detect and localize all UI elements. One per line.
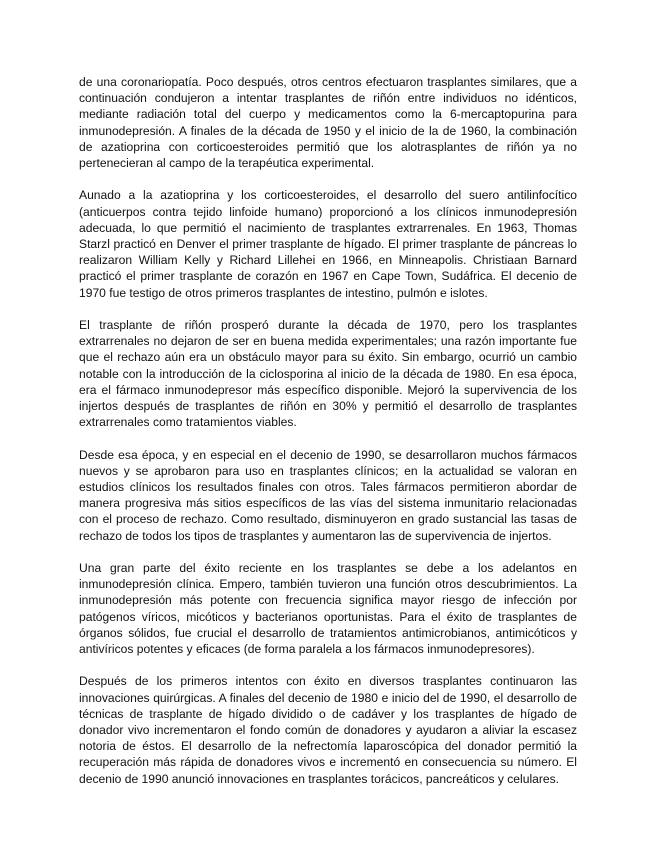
document-page	[79, 74, 577, 803]
paragraph-2: Aunado a la azatioprina y los corticoesteroides, el desarrollo del suero antilinfocítico (anticuerpos contra tejido linfoide humano) proporcionó a los clínicos inmunodepresión adecuada, lo que permitió el nacimiento de trasplantes extrarrenales. En 1963, Thomas Starzl practicó en Denver el primer trasplante de hígado. El primer trasplante de páncreas lo realizaron William Kelly y Richard Lillehei en 1966, en Minneapolis. Christiaan Barnard practicó el primer trasplante de corazón en 1967 en Cape Town, Sudáfrica. El decenio de 1970 fue testigo de otros primeros trasplantes de intestino, pulmón e islotes.	[79, 188, 577, 300]
paragraph-6: Después de los primeros intentos con éxito en diversos trasplantes continuaron las innovaciones quirúrgicas. A finales del decenio de 1980 e inicio del de 1990, el desarrollo de técnicas de trasplante de hígado dividido o de cadáver y los trasplantes de hígado de donador vivo incrementaron el fondo común de donadores y ayudaron a aliviar la escasez notoria de éstos. El desarrollo de la nefrectomía laparoscópica del donador permitió la recuperación más rápida de donadores vivos e incrementó en consecuencia su número. El decenio de 1990 anunció innovaciones en trasplantes torácicos, pancreáticos y celulares.	[79, 674, 577, 786]
paragraph-4: Desde esa época, y en especial en el decenio de 1990, se desarrollaron muchos fármacos nuevos y se aprobaron para uso en trasplantes clínicos; en la actualidad se valoran en estudios clínicos los resultados finales con otros. Tales fármacos permitieron abordar de manera progresiva más sitios específicos de las vías del sistema inmunitario relacionadas con el proceso de rechazo. Como resultado, disminuyeron en grado sustancial las tasas de rechazo de todos los tipos de trasplantes y aumentaron las de supervivencia de injertos.	[79, 447, 577, 543]
paragraph-3: El trasplante de riñón prosperó durante la década de 1970, pero los trasplantes extrarrenales no dejaron de ser en buena medida experimentales; una razón importante fue que el rechazo aún era un obstáculo mayor para su éxito. Sin embargo, ocurrió un cambio notable con la introducción de la ciclosporina al inicio de la década de 1980. En esa época, era el fármaco inmunodepresor más específico disponible. Mejoró la supervivencia de los injertos después de trasplantes de riñón en 30% y permitió el desarrollo de trasplantes extrarrenales como tratamientos viables.	[79, 318, 577, 430]
paragraph-5: Una gran parte del éxito reciente en los trasplantes se debe a los adelantos en inmunodepresión clínica. Empero, también tuvieron una función otros descubrimientos. La inmunodepresión más potente con frecuencia significa mayor riesgo de infección por patógenos víricos, micóticos y bacterianos oportunistas. Para el éxito de trasplantes de órganos sólidos, fue crucial el desarrollo de tratamientos antimicrobianos, antimicóticos y antivíricos potentes y eficaces (de forma paralela a los fármacos inmunodepresores).	[79, 561, 577, 657]
paragraph-1: de una coronariopatía. Poco después, otros centros efectuaron trasplantes similares, que a continuación condujeron a intentar trasplantes de riñón entre individuos no idénticos, mediante radiación total del cuerpo y medicamentos como la 6-mercaptopurina para inmunodepresión. A finales de la década de 1950 y el inicio de la de 1960, la combinación de azatioprina con corticoesteroides permitió que los alotrasplantes de riñón ya no pertenecieran al campo de la terapéutica experimental.	[79, 75, 577, 171]
